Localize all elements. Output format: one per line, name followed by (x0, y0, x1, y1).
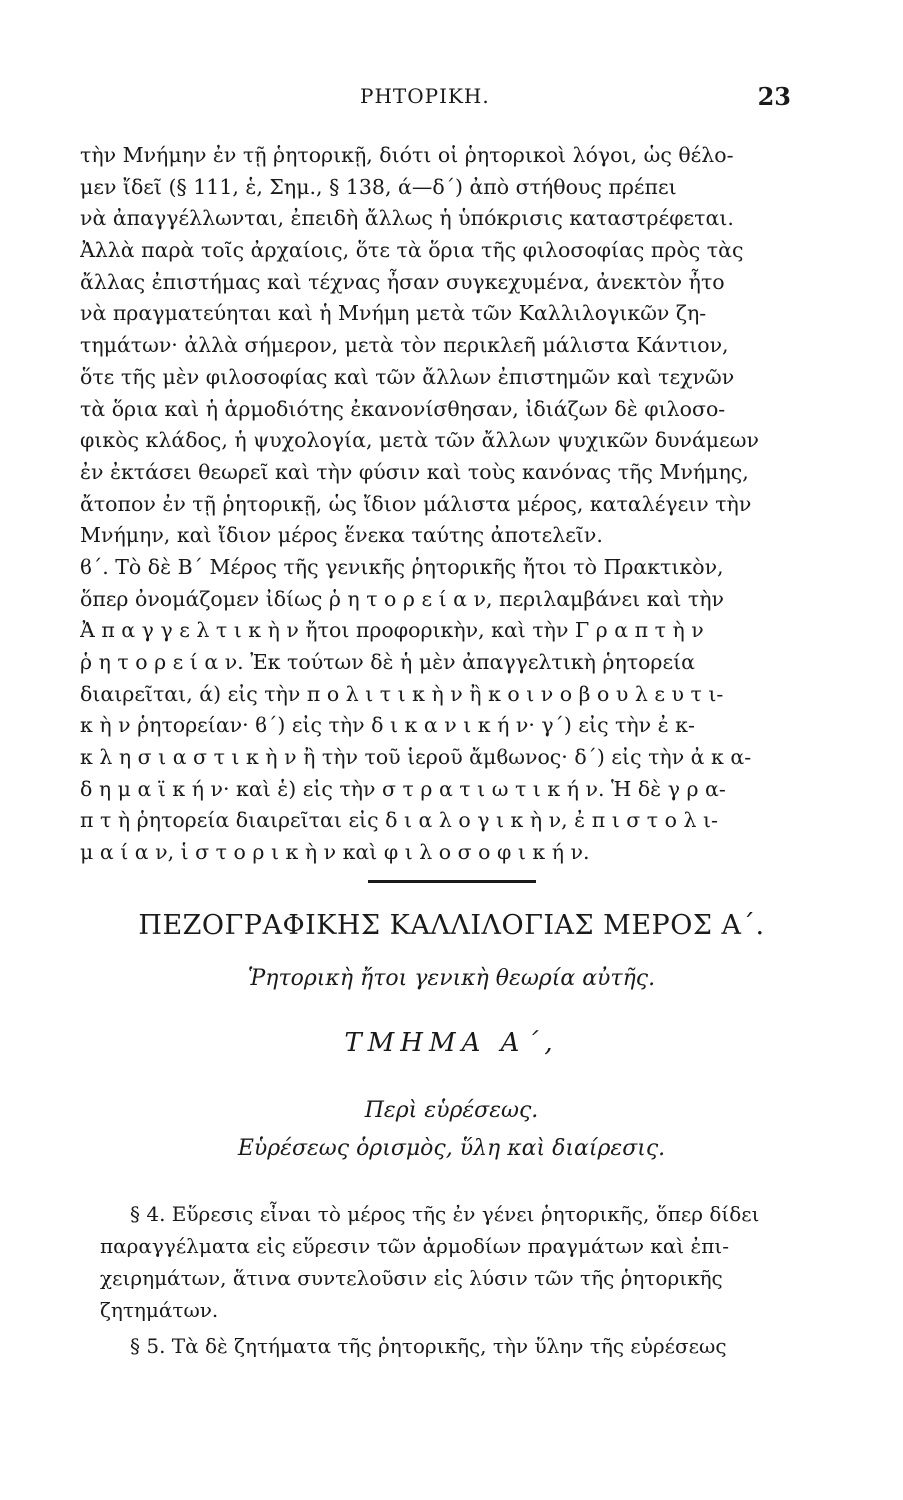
topic-heading: Εὑρέσεως ὁρισμὸς, ὕλη καὶ διαίρεσις. (237, 1136, 666, 1161)
text-line: διαιρεῖται, ά) εἰς τὴν π ο λ ι τ ι κ ὴ ν ἢ κ ο ι ν ο β ο υ λ ε υ τ ι- (80, 681, 724, 706)
text-line: κ λ η σ ι α σ τ ι κ ὴ ν ἢ τὴν τοῦ ἱεροῦ ἄμϐωνος· δ΄) εἰς τὴν ἀ κ α- (80, 745, 752, 770)
text-line: ἐν ἐκτάσει θεωρεῖ καὶ τὴν φύσιν καὶ τοὺς κανόνας τῆς Μνήμης, (80, 459, 749, 484)
text-line: ῥ η τ ο ρ ε ί α ν. Ἐκ τούτων δὲ ἡ μὲν ἀπαγγελτικὴ ῥητορεία (80, 650, 695, 674)
text-line: τὴν Μνήμην ἐν τῇ ῥητορικῇ, διότι οἱ ῥητορικοὶ λόγοι, ὡς θέλο- (80, 143, 734, 167)
text-line: νὰ ἀπαγγέλλωνται, ἐπειδὴ ἄλλως ἡ ὑπόκρισις καταστρέφεται. (80, 206, 734, 231)
section-subtitle: Ῥητορικὴ ἤτοι γενικὴ θεωρία αὐτῆς. (247, 966, 656, 991)
text-line: § 4. Εὕρεσις εἶναι τὸ μέρος τῆς ἐν γένει ῥητορικῆς, ὅπερ δίδει (130, 1202, 760, 1226)
text-line: φικὸς κλάδος, ἡ ψυχολογία, μετὰ τῶν ἄλλων ψυχικῶν δυνάμεων (80, 428, 759, 453)
text-line: ὅπερ ὀνομάζομεν ἰδίως ῥ η τ ο ρ ε ί α ν, περιλαμβάνει καὶ τὴν (80, 586, 724, 611)
text-line: παραγγέλματα εἰς εὕρεσιν τῶν ἁρμοδίων πραγμάτων καὶ ἐπι- (100, 1234, 730, 1258)
text-line: ἄτοπον ἐν τῇ ῥητορικῇ, ὡς ἴδιον μάλιστα μέρος, καταλέγειν τὴν (80, 491, 752, 516)
paragraph-5 (100, 1330, 800, 1362)
chapter-subject: Περὶ εὑρέσεως. (364, 1098, 539, 1123)
text-line: χειρημάτων, ἅτινα συντελοῦσιν εἰς λύσιν τῶν τῆς ῥητορικῆς (100, 1266, 723, 1290)
section-title: ΠΕΖΟΓΡΑΦΙΚΗΣ ΚΑΛΛΙΛΟΓΙΑΣ ΜΕΡΟΣ Α΄. (138, 910, 765, 941)
page-number: 23 (757, 82, 791, 111)
section-divider (368, 880, 536, 883)
text-line: κ ὴ ν ῥητορείαν· ϐ΄) εἰς τὴν δ ι κ α ν ι κ ή ν· γ΄) εἰς τὴν ἐ κ- (80, 713, 695, 738)
text-line: Μνήμην, καὶ ἴδιον μέρος ἕνεκα ταύτης ἀποτελεῖν. (80, 523, 603, 548)
running-head: ΡΗΤΟΡΙΚΗ. (360, 84, 490, 108)
text-line: ἄλλας ἐπιστήμας καὶ τέχνας ἦσαν συγκεχυμένα, ἀνεκτὸν ἦτο (80, 269, 725, 294)
text-line: τημάτων· ἀλλὰ σήμερον, μετὰ τὸν περικλεῆ μάλιστα Κάντιον, (80, 333, 729, 358)
text-line: ϐ΄. Τὸ δὲ Β΄ Μέρος τῆς γενικῆς ῥητορικῆς ἤτοι τὸ Πρακτικὸν, (80, 554, 724, 579)
text-line: π τ ὴ ῥητορεία διαιρεῖται εἰς δ ι α λ ο γ ι κ ὴ ν, ἐ π ι σ τ ο λ ι- (80, 808, 718, 833)
text-line: τὰ ὅρια καὶ ἡ ἁρμοδιότης ἐκανονίσθησαν, ἰδιάζων δὲ φιλοσο- (80, 396, 726, 421)
body-text (80, 140, 792, 869)
text-line: νὰ πραγματεύηται καὶ ἡ Μνήμη μετὰ τῶν Καλλιλογικῶν ζη- (80, 301, 707, 326)
text-line: § 5. Τὰ δὲ ζητήματα τῆς ῥητορικῆς, τὴν ὕλην τῆς εὑρέσεως (130, 1334, 727, 1358)
text-line: ὅτε τῆς μὲν φιλοσοφίας καὶ τῶν ἄλλων ἐπιστημῶν καὶ τεχνῶν (80, 364, 735, 389)
text-line: δ η μ α ϊ κ ή ν· καὶ ἑ) εἰς τὴν σ τ ρ α τ ι ω τ ι κ ή ν. Ἡ δὲ γ ρ α- (80, 776, 726, 801)
text-line: μ α ί α ν, ἱ σ τ ο ρ ι κ ὴ ν καὶ φ ι λ ο σ ο φ ι κ ή ν. (80, 840, 590, 865)
chapter-heading: ΤΜΗΜΑ Α΄, (344, 1028, 559, 1058)
text-line: μεν ἴδεῖ (§ 111, ἑ, Σημ., § 138, ά—δ΄) ἀπὸ στήθους πρέπει (80, 174, 677, 199)
text-line: ζητημάτων. (100, 1298, 219, 1322)
text-line: Ἀ π α γ γ ε λ τ ι κ ὴ ν ἤτοι προφορικὴν, καὶ τὴν Γ ρ α π τ ὴ ν (80, 618, 704, 643)
text-line: Ἀλλὰ παρὰ τοῖς ἀρχαίοις, ὅτε τὰ ὅρια τῆς φιλοσοφίας πρὸς τὰς (80, 238, 744, 263)
paragraph-4 (100, 1198, 800, 1326)
